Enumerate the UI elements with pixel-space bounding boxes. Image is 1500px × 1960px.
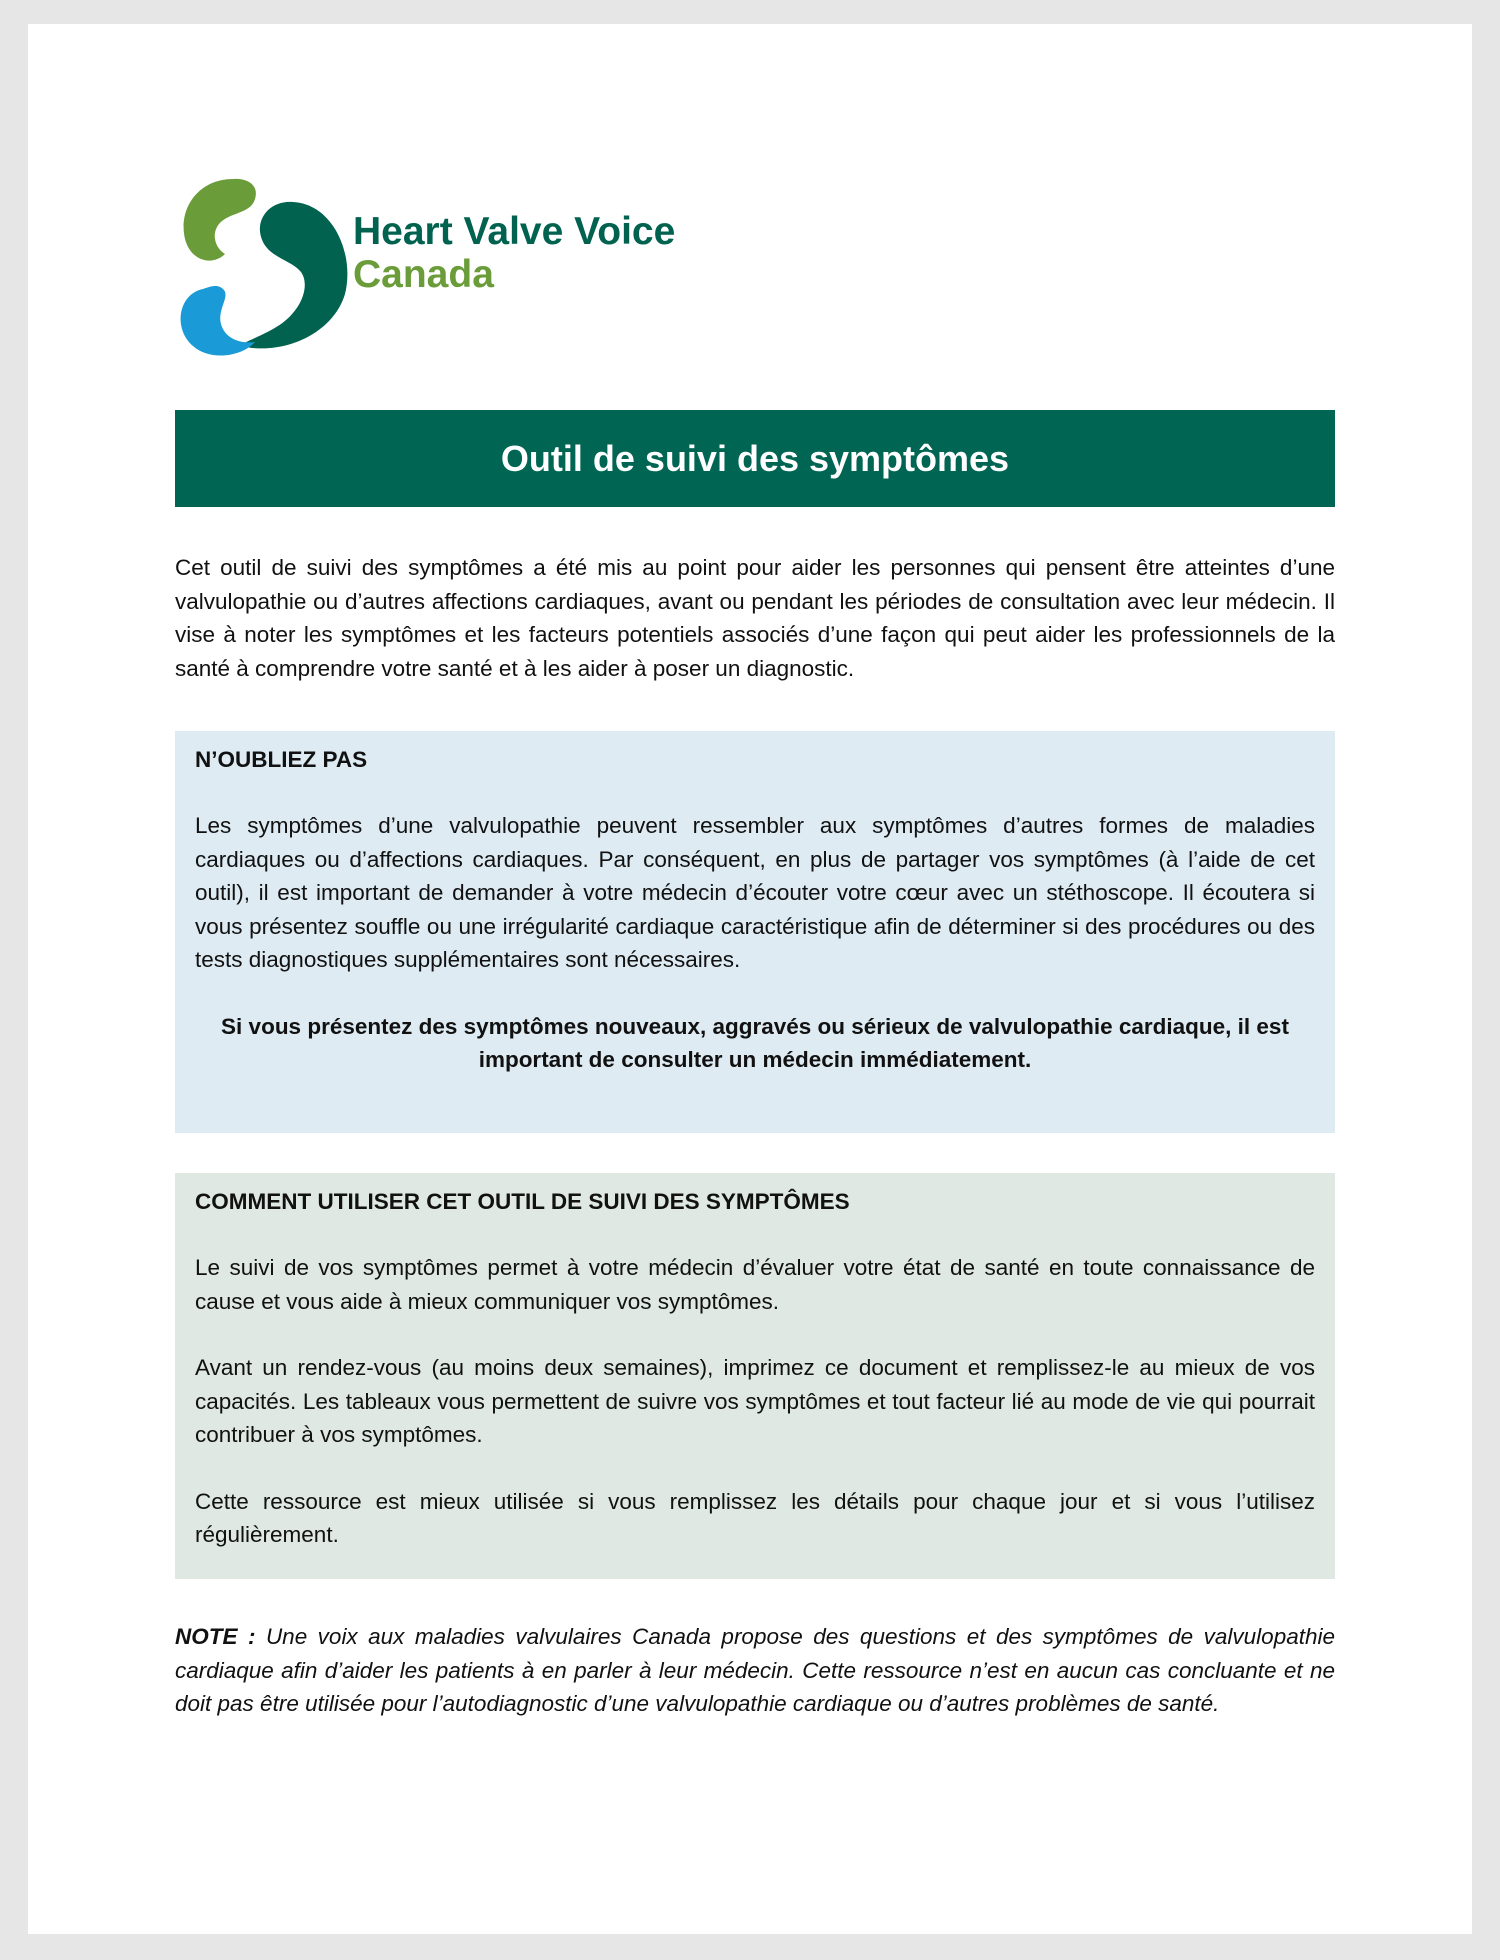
page-title: Outil de suivi des symptômes bbox=[175, 410, 1335, 507]
note-label: NOTE : bbox=[175, 1624, 256, 1649]
how-to-paragraph-1: Le suivi de vos symptômes permet à votre médecin d’évaluer votre état de santé en toute connaissance de cause et vous aide à mieux communiquer vos symptômes. bbox=[195, 1255, 1315, 1314]
how-to-box bbox=[175, 1173, 1335, 1579]
reminder-heading: N’OUBLIEZ PAS bbox=[195, 747, 368, 772]
brand-wordmark bbox=[353, 210, 675, 296]
how-to-paragraph-3: Cette ressource est mieux utilisée si vous remplissez les détails pour chaque jour et si vous l’utilisez régulièrement. bbox=[195, 1488, 1315, 1547]
how-to-paragraph-2: Avant un rendez-vous (au moins deux semaines), imprimez ce document et remplissez-le au mieux de vos capacités. Les tableaux vous permettent de suivre vos symptômes et tout facteur lié au mode de vie qui pourrait contribuer à vos symptômes. bbox=[195, 1355, 1315, 1447]
note-text: Une voix aux maladies valvulaires Canada propose des questions et des symptômes de valvulopathie cardiaque afin d’aider les patients à en parler à leur médecin. Cette ressource n’est en aucun cas concluante et ne doit pas être utilisée pour l’autodiagnostic d’une valvulopathie cardiaque ou d’autres problèmes de santé. bbox=[175, 1624, 1335, 1716]
intro-paragraph: Cet outil de suivi des symptômes a été mis au point pour aider les personnes qui pensent être atteintes d’une valvulopathie ou d’autres affections cardiaques, avant ou pendant les périodes de consultation avec leur médecin. Il vise à noter les symptômes et les facteurs potentiels associés d’une façon qui peut aider les professionnels de la santé à comprendre votre santé et à les aider à poser un diagnostic. bbox=[175, 555, 1335, 681]
disclaimer-note bbox=[175, 1620, 1335, 1721]
how-to-heading: COMMENT UTILISER CET OUTIL DE SUIVI DES SYMPTÔMES bbox=[195, 1189, 850, 1214]
reminder-body: Les symptômes d’une valvulopathie peuvent ressembler aux symptômes d’autres formes de maladies cardiaques ou d’affections cardiaques. Par conséquent, en plus de partager vos symptômes (à l’aide de cet outil), il est important de demander à votre médecin d’écouter votre cœur avec un stéthoscope. Il écoutera si vous présentez souffle ou une irrégularité cardiaque caractéristique afin de déterminer si des procédures ou des tests diagnostiques supplémentaires sont nécessaires. bbox=[195, 813, 1315, 972]
brand-country: Canada bbox=[353, 253, 494, 296]
reminder-warning: Si vous présentez des symptômes nouveaux, aggravés ou sérieux de valvulopathie cardiaque, il est important de consulter un médecin immédiatement. bbox=[221, 1013, 1289, 1072]
document-page bbox=[28, 24, 1472, 1934]
heart-valve-voice-logo-icon bbox=[173, 174, 363, 369]
brand-logo bbox=[173, 174, 893, 374]
brand-name: Heart Valve Voice bbox=[353, 210, 676, 253]
reminder-box bbox=[175, 731, 1335, 1133]
